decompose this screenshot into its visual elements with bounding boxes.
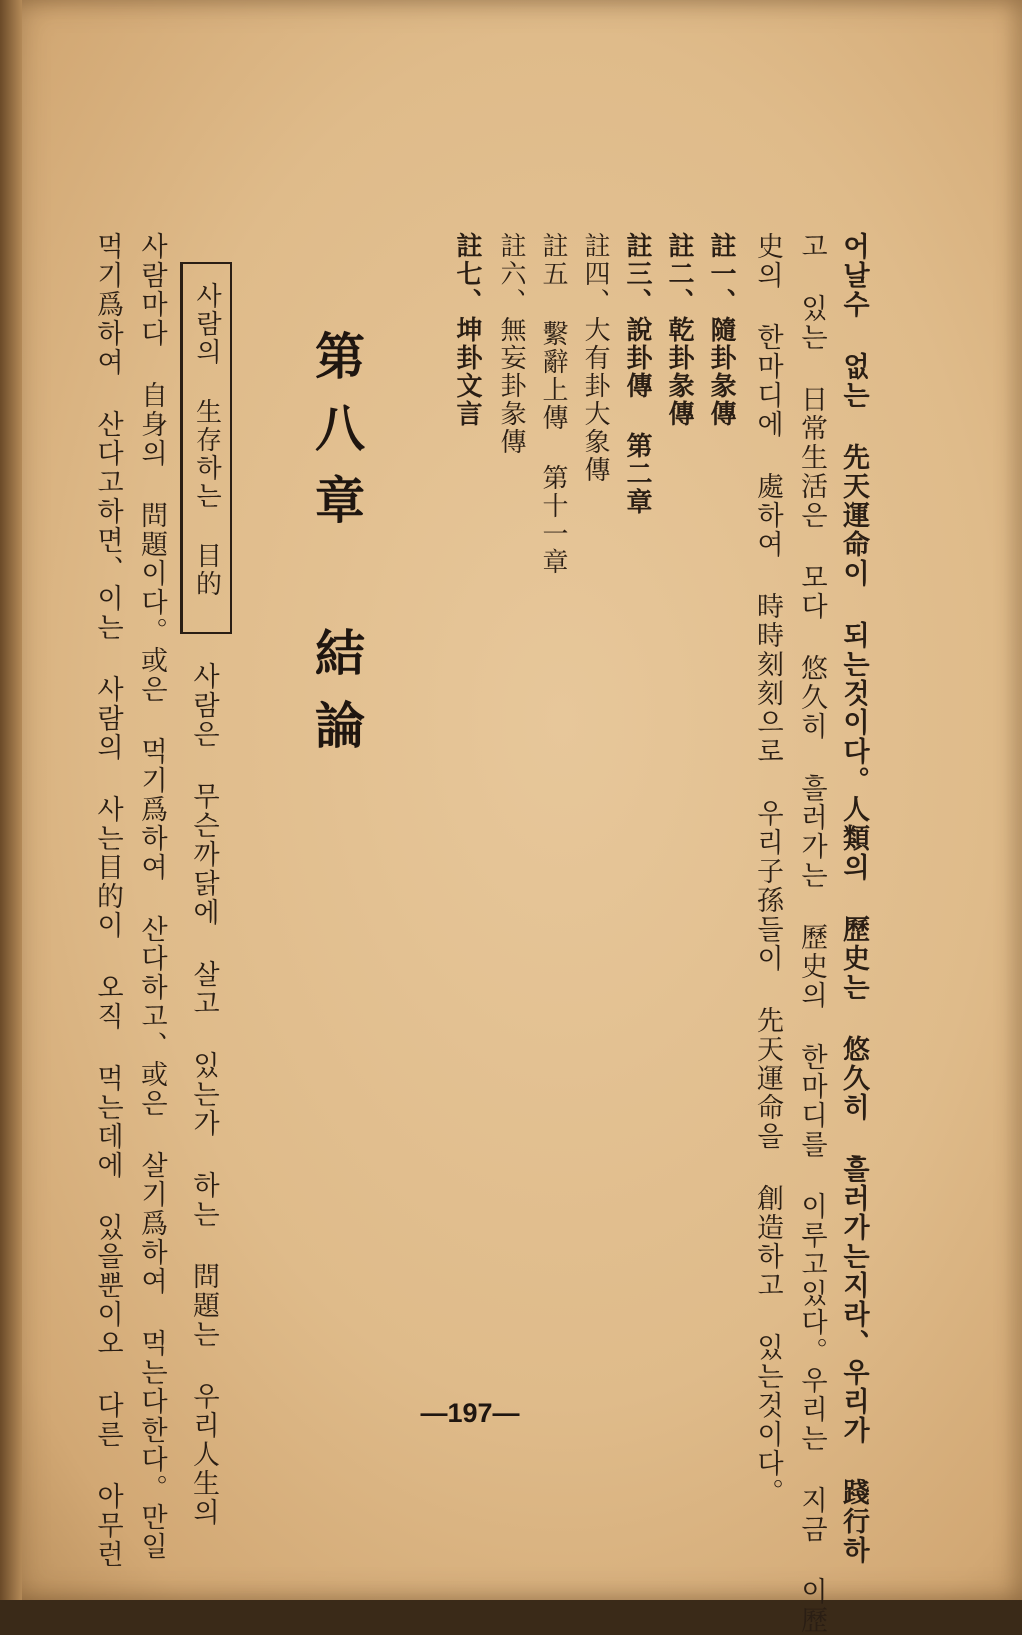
section-heading-box [180, 262, 232, 634]
note-5: 註五 繫辭上傳 第十一章 [538, 232, 568, 576]
book-spine [0, 0, 22, 1600]
note-6: 註六、無妄卦彖傳 [496, 232, 526, 456]
note-1: 註一、隨卦彖傳 [706, 232, 736, 428]
note-3: 註三、說卦傳 第二章 [622, 232, 652, 516]
note-4: 註四、大有卦大象傳 [580, 232, 610, 484]
page-number: —197— [420, 1398, 520, 1428]
chapter-title: 第八章 結論 [307, 330, 366, 771]
section-line-3: 먹기爲하여 산다고하면、이는 사람의 사는目的이 오직 먹는데에 있을뿐이오 다른 아무런 [92, 232, 123, 1569]
note-7: 註七、坤卦文言 [452, 232, 482, 428]
note-2: 註二、乾卦彖傳 [664, 232, 694, 428]
section-line-2: 사람마다 自身의 問題이다。或은 먹기爲하여 산다하고、或은 살기爲하여 먹는다한다。만일 [136, 232, 167, 1561]
body-line-1: 어날수 없는 先天運命이 되는것이다。人類의 歷史는 悠久히 흘러가는지라、우리가 踐行하 [838, 232, 869, 1565]
body-line-3: 史의 한마디에 處하여 時時刻刻으로 우리子孫들이 先天運命을 創造하고 있는것이다。 [752, 232, 783, 1507]
body-line-2: 고 있는 日常生活은 모다 悠久히 흘러가는 歷史의 한마디를 이루고있다。우리는 지금 이歷 [796, 232, 827, 1635]
section-line-1: 사람은 무슨까닭에 살고 있는가 하는 問題는 우리人生의 [188, 662, 219, 1527]
section-title: 사람의 生存하는 目的 [191, 282, 222, 598]
